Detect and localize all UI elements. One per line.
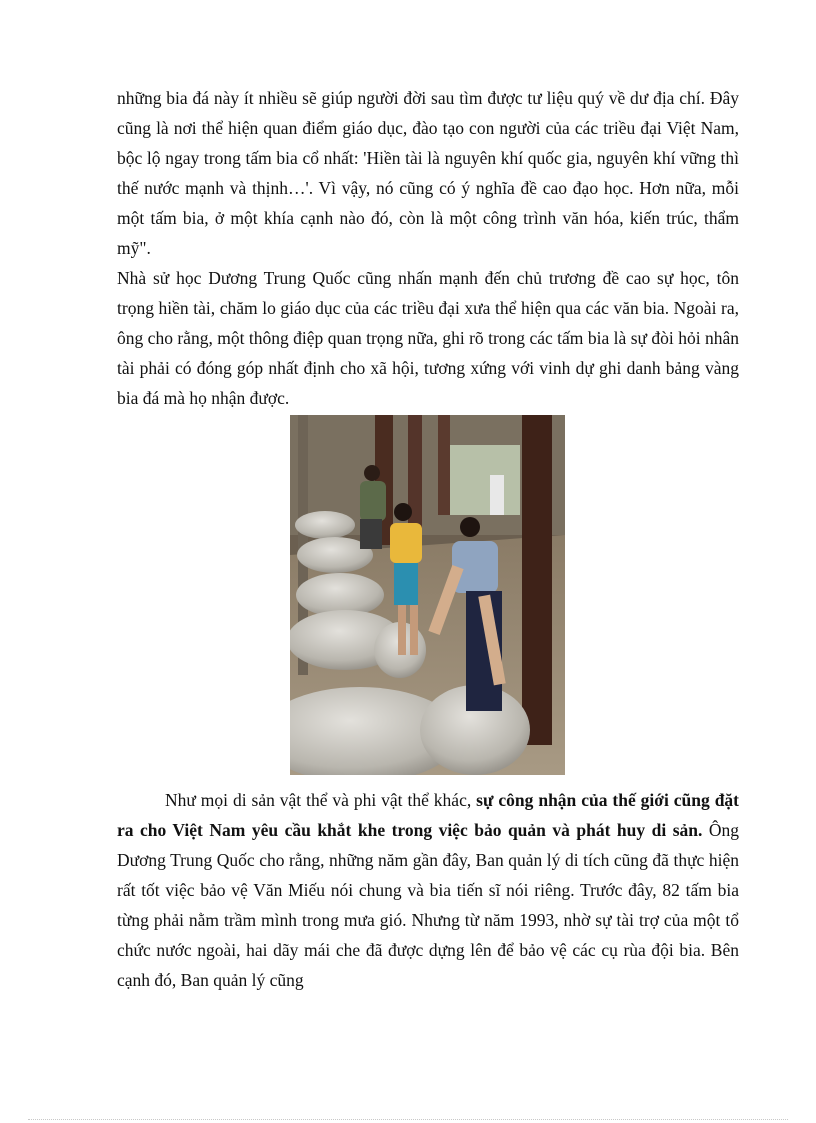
paragraph-3 — [117, 785, 739, 995]
paragraph-1: những bia đá này ít nhiều sẽ giúp người đời sau tìm được tư liệu quý về dư địa chí. Đây cũng là nơi thể hiện quan điểm giáo dục, đào tạo con người của các triều đại Việt Nam, bộc lộ ngay trong tấm bia cổ nhất: 'Hiền tài là nguyên khí quốc gia, nguyên khí vững thì thế nước mạnh và thịnh…'. Vì vậy, nó cũng có ý nghĩa đề cao đạo học. Hơn nữa, mỗi một tấm bia, ở một khía cạnh nào đó, còn là một công trình văn hóa, kiến trúc, thẩm mỹ". — [117, 88, 739, 258]
paragraph-3-intro: Như mọi di sản vật thể và phi vật thể khác, — [165, 790, 477, 810]
paragraph-3-emphasis: sự công nhận của thế giới cũng đặt ra cho Việt Nam yêu cầu khắt khe trong việc bảo quản và phát huy di sản. — [117, 790, 740, 840]
paragraph-3-body: Ông Dương Trung Quốc cho rằng, những năm gần đây, Ban quản lý di tích cũng đã thực hiện rất tốt việc bảo vệ Văn Miếu nói chung và bia tiến sĩ nói riêng. Trước đây, 82 tấm bia từng phải nằm trầm mình trong mưa gió. Nhưng từ năm 1993, nhờ sự tài trợ của một tổ chức nước ngoài, hai dãy mái che đã được dựng lên để bảo vệ các cụ rùa đội bia. Bên cạnh đó, Ban quản lý cũng — [117, 820, 740, 990]
paragraph-2: Nhà sử học Dương Trung Quốc cũng nhấn mạnh đến chủ trương đề cao sự học, tôn trọng hiền tài, chăm lo giáo dục của các triều đại xưa thể hiện qua các văn bia. Ngoài ra, ông cho rằng, một thông điệp quan trọng nữa, ghi rõ trong các tấm bia là sự đòi hỏi nhân tài phải có đóng góp nhất định cho xã hội, tương xứng với vinh dự ghi danh bảng vàng bia đá mà họ nhận được. — [117, 268, 739, 408]
stone-turtle-photo — [290, 415, 565, 775]
page-bottom-divider — [28, 1119, 788, 1120]
